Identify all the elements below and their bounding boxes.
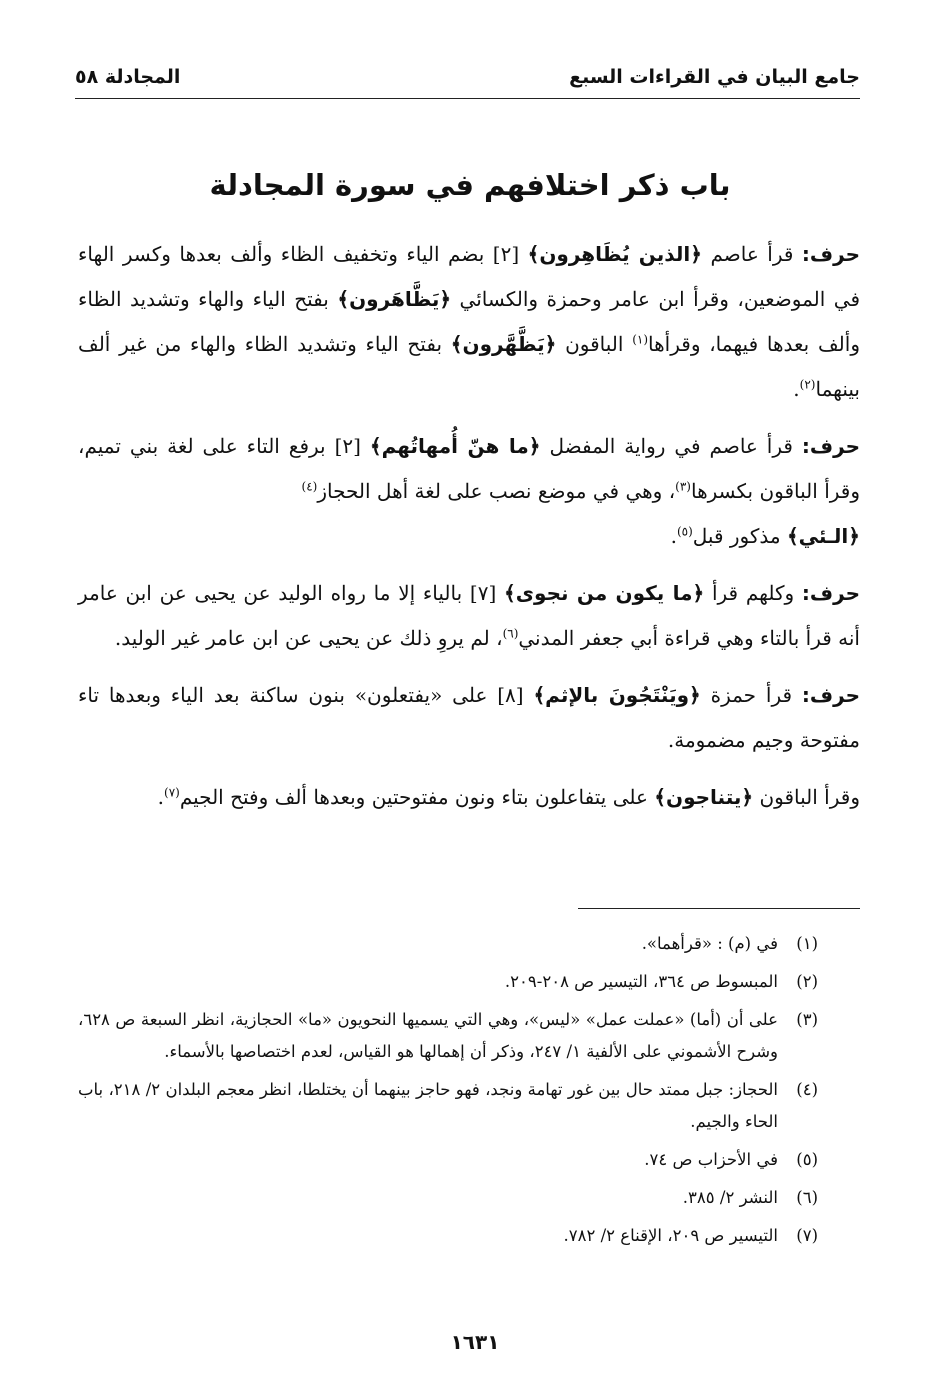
quran-quote: ﴿الـئي﴾ [786,524,860,548]
text-run: [٢] بضم الياء وتخفيف الظاء وألف بعدها وكسر الهاء في الموضعين، وقرأ ابن عامر وحمزة والكسائي [78,242,861,311]
quran-quote: ﴿يَظَّهَّرون﴾ [450,332,557,356]
paragraph-2 [78,424,860,559]
footnote-1 [78,928,818,960]
surah-page-label: المجادلة ٥٨ [75,66,181,88]
footnote-ref: (٤) [301,479,318,494]
footnote-text: المبسوط ص ٣٦٤، التيسير ص ٢٠٨-٢٠٩. [504,972,778,991]
footnote-ref: (١) [632,332,649,347]
footnote-number: (٢) [796,972,818,991]
footnote-text: الحجاز: جبل ممتد حال بين غور تهامة ونجد، فهو حاجز بينهما أن يختلطا، انظر معجم البلدان ٢/ ٢١٨، باب الحاء والجيم. [78,1080,778,1131]
footnote-text: على أن (أما) «عملت عمل» «ليس»، وهي التي يسميها النحويون «ما» الحجازية، انظر السبعة ص ٦٢٨، وشرح الأشموني على الألفية ١/ ٢٤٧، وذكر أن إهمالها هو القياس، لعدم اختصاصها بالأسماء. [78,1010,778,1061]
footnote-number: (٣) [796,1010,818,1029]
footnote-6 [78,1182,818,1214]
running-header [75,58,860,99]
text-run: بفتح الياء وتشديد الظاء والهاء من غير ألف بينهما [78,332,860,401]
footnote-4 [78,1074,818,1138]
footnotes [78,928,818,1258]
text-run: قرأ حمزة [700,683,802,707]
text-run: وكلهم قرأ [704,581,802,605]
footnote-2 [78,966,818,998]
text-run: . [793,377,800,401]
chapter-title: باب ذكر اختلافهم في سورة المجادلة [209,168,731,202]
footnote-number: (٧) [796,1226,818,1245]
footnote-ref: (٣) [675,479,691,494]
footnote-ref: (٢) [799,377,816,392]
text-run: قرأ عاصم في رواية المفضل [540,434,802,458]
book-title: جامع البيان في القراءات السبع [569,66,860,88]
text-run: قرأ عاصم [701,242,802,266]
text-run: على يتفاعلون بتاء ونون مفتوحتين وبعدها ألف وفتح الجيم [179,785,655,809]
footnote-ref: (٧) [164,785,180,800]
main-text [78,232,860,832]
footnote-text: النشر ٢/ ٣٨٥. [682,1188,778,1207]
paragraph-lead: حرف: [801,434,860,458]
quran-quote: ﴿الذين يُظَاهِرون﴾ [527,242,702,266]
paragraph-1 [78,232,860,412]
footnote-number: (٦) [796,1188,818,1207]
footnote-3 [78,1004,818,1068]
text-run: بفتح الياء والهاء وتشديد الظاء وألف بعدها فيهما، وقرأها [78,287,860,356]
text-run: [٧] بالياء إلا ما رواه الوليد عن يحيى عن ابن عامر أنه قرأ بالتاء وهي قراءة أبي جعفر المدني [78,581,860,650]
paragraph-lead: حرف: [801,581,860,605]
text-run: الباقون [556,332,633,356]
quran-quote: ﴿يَظَّاهَرون﴾ [337,287,452,311]
text-run: . [670,524,677,548]
text-run: [٢] برفع التاء على لغة بني تميم، وقرأ الباقون بكسرها [78,434,860,503]
footnote-number: (٤) [796,1080,818,1099]
text-run: [٨] على «يفتعلون» بنون ساكنة بعد الياء وبعدها تاء مفتوحة وجيم مضمومة. [78,683,860,752]
footnote-text: التيسير ص ٢٠٩، الإقناع ٢/ ٧٨٢. [563,1226,778,1245]
paragraph-5 [78,775,860,820]
paragraph-lead: حرف: [801,683,860,707]
footnote-number: (٥) [796,1150,818,1169]
footnote-text: في الأحزاب ص ٧٤. [644,1150,778,1169]
footnote-number: (١) [796,934,818,953]
footnote-text: في (م) : «قرأهما». [641,934,778,953]
quran-quote: ﴿ويَنْتَجُونَ بالإثم﴾ [533,683,701,707]
text-run: ، لم يروِ ذلك عن يحيى عن ابن عامر غير الوليد. [114,626,503,650]
paragraph-lead: حرف: [801,242,861,266]
quran-quote: ﴿ما هنّ أُمهاتُهم﴾ [369,434,541,458]
footnote-ref: (٦) [502,626,519,641]
page-number: ١٦٣١ [450,1330,500,1354]
footnote-divider [578,908,860,909]
text-run: . [157,785,164,809]
footnote-ref: (٥) [676,524,693,539]
paragraph-3 [78,571,860,661]
quran-quote: ﴿يتناجون﴾ [654,785,754,809]
text-run: مذكور قبل [692,524,787,548]
quran-quote: ﴿ما يكون من نجوى﴾ [503,581,705,605]
text-run: ، وهي في موضع نصب على لغة أهل الحجاز [317,479,676,503]
footnote-5 [78,1144,818,1176]
paragraph-4 [78,673,860,763]
text-run: وقرأ الباقون [753,785,860,809]
footnote-7 [78,1220,818,1252]
